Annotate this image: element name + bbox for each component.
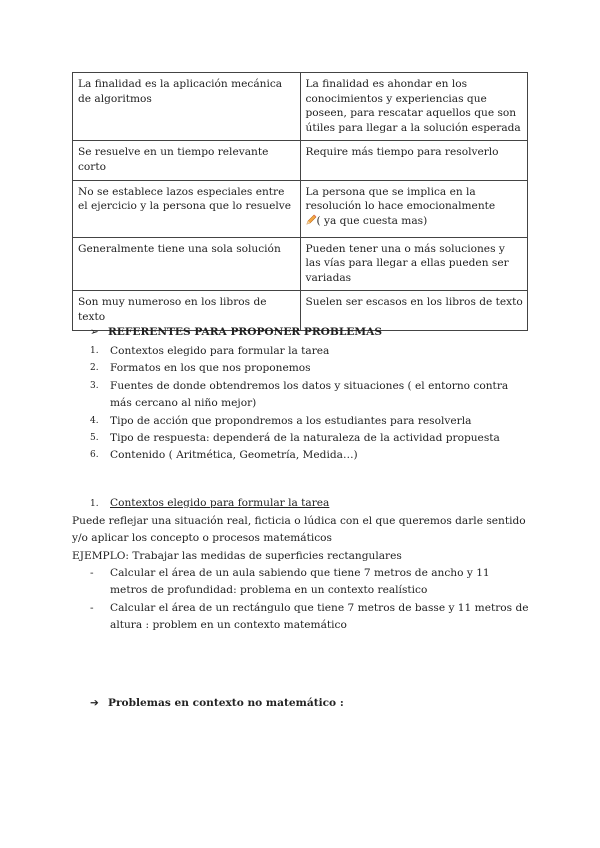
section-heading (90, 497, 329, 509)
table-row (73, 180, 528, 237)
list-number: 1. (90, 346, 99, 356)
example-list (90, 565, 530, 635)
table-row (73, 291, 528, 330)
arrowhead-bullet-icon: ➢ (90, 326, 99, 338)
dash-bullet: - (90, 601, 94, 614)
dash-bullet: - (90, 567, 94, 579)
table-cell-left: Se resuelve en un tiempo relevante corto (73, 141, 301, 180)
list-item (90, 343, 510, 360)
referentes-title: REFERENTES PARA PROPONER PROBLEMAS (108, 326, 382, 338)
list-item-text: Tipo de respuesta: dependerá de la naturaleza de la actividad propuesta (110, 432, 500, 445)
table-row (73, 73, 528, 141)
list-number: 4. (90, 415, 99, 426)
table-cell-right (300, 180, 528, 237)
paragraph-text: Puede reflejar una situación real, ficticia o lúdica con el que queremos darle sentido y/o aplicar los concepto o procesos matemáticos (72, 515, 526, 545)
example-text: : Trabajar las medidas de superficies rectangulares (125, 549, 402, 562)
list-number: 5. (90, 433, 99, 444)
comparison-table (72, 72, 528, 331)
list-number: 3. (90, 380, 99, 391)
section-paragraph (72, 513, 532, 565)
list-item-text: Calcular el área de un aula sabiendo que tiene 7 metros de ancho y 11 metros de profundidad: problema en un contexto realístico (110, 567, 490, 597)
arrow-bullet-icon: ➔ (90, 697, 99, 709)
table-row (73, 237, 528, 291)
table-cell-left: No se establece lazos especiales entre el ejercicio y la persona que lo resuelve (73, 180, 301, 237)
table-row (73, 141, 528, 180)
section-title: Contextos elegido para formular la tarea (110, 497, 330, 509)
list-number: 2. (90, 363, 99, 374)
list-item (90, 447, 510, 464)
list-item-text: Fuentes de donde obtendremos los datos y situaciones ( el entorno contra más cercano al niño mejor) (110, 379, 509, 410)
list-item-text: Tipo de acción que propondremos a los estudiantes para resolverla (110, 414, 472, 427)
table-cell-left: Son muy numeroso en los libros de texto (73, 291, 301, 330)
table-cell-right: Require más tiempo para resolverlo (300, 141, 528, 180)
list-item (90, 565, 530, 600)
bottom-title: Problemas en contexto no matemático : (108, 697, 344, 709)
list-item-text: Contenido ( Aritmética, Geometría, Medida…) (110, 449, 358, 462)
table-cell-left: Generalmente tiene una sola solución (73, 237, 301, 291)
table-cell-right: Suelen ser escasos en los libros de texto (300, 291, 528, 330)
list-item (90, 430, 510, 447)
table-cell-right: La finalidad es ahondar en los conocimientos y experiencias que poseen, para rescatar aquellos que son útiles para llegar a la solución esperada (300, 73, 528, 141)
list-item (90, 413, 510, 430)
list-item-text: Calcular el área de un rectángulo que tiene 7 metros de basse y 11 metros de altura : problem en un contexto matemático (110, 601, 529, 632)
referentes-heading (90, 326, 382, 338)
list-item-text: Contextos elegido para formular la tarea (110, 345, 330, 357)
example-label: EJEMPLO (72, 549, 126, 562)
bottom-heading (90, 697, 344, 709)
list-number: 6. (90, 450, 99, 461)
cell-note: ( ya que cuesta mas) (316, 214, 428, 227)
list-item (90, 360, 510, 377)
table-cell-right: Pueden tener una o más soluciones y las vías para llegar a ellas pueden ser variadas (300, 237, 528, 291)
table-cell-left: La finalidad es la aplicación mecánica de algoritmos (73, 73, 301, 141)
list-item (90, 378, 510, 413)
referentes-list (90, 343, 510, 465)
list-item-text: Formatos en los que nos proponemos (110, 362, 311, 375)
section-number: 1. (90, 499, 99, 509)
list-item (90, 600, 530, 635)
cell-text: La persona que se implica en la resolución lo hace emocionalmente (305, 185, 496, 213)
pencil-icon (306, 214, 317, 225)
